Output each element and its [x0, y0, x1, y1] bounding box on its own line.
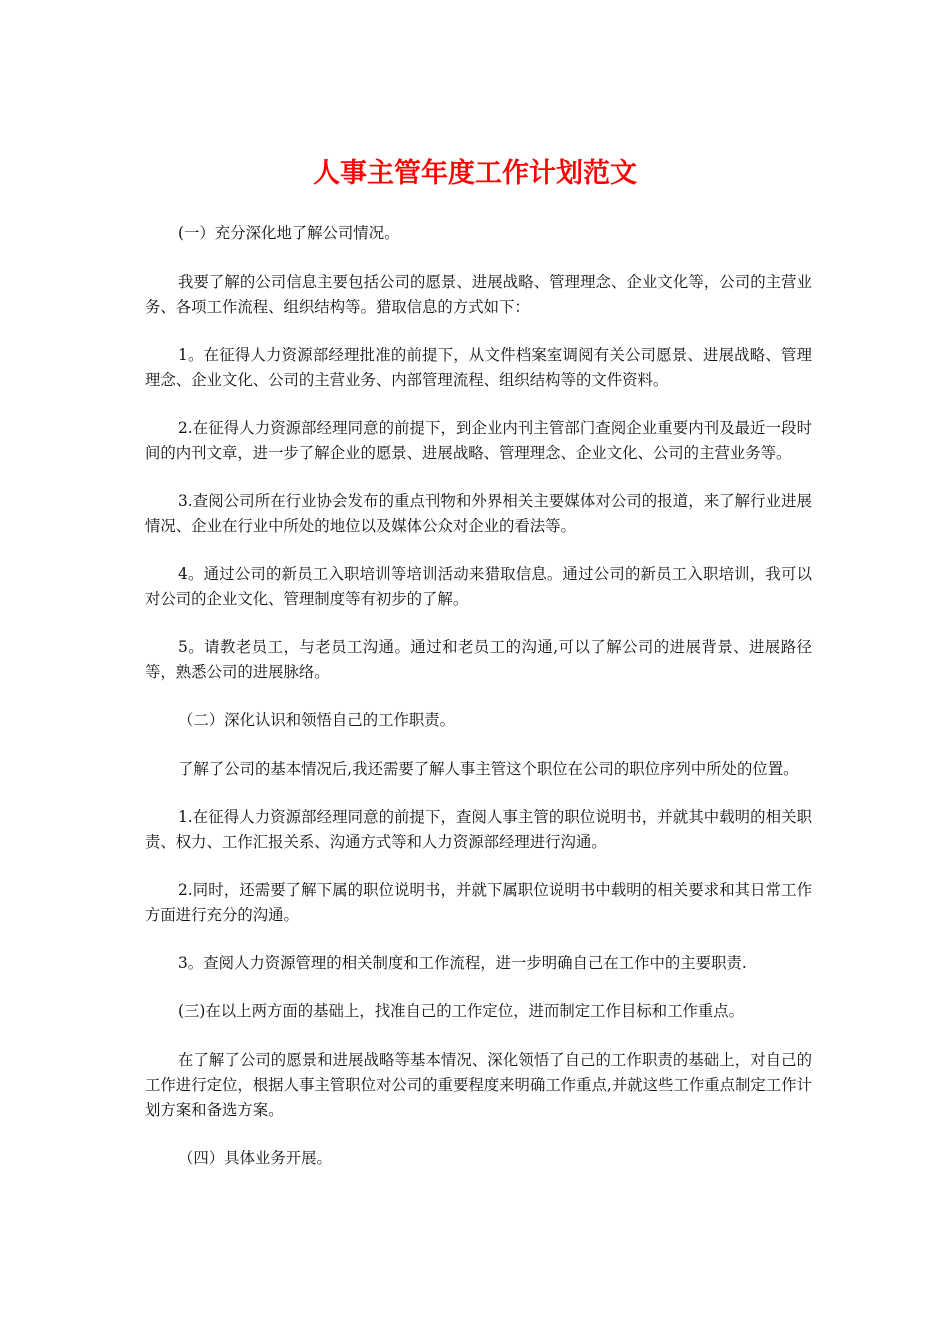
- list-item-2: 2.在征得人力资源部经理同意的前提下，到企业内刊主管部门查阅企业重要内刊及最近一段时间的内刊文章，进一步了解企业的愿景、进展战略、管理理念、企业文化、公司的主营业务等。: [145, 419, 812, 462]
- section-heading-1: (一）充分深化地了解公司情况。: [178, 224, 400, 242]
- paragraph: 我要了解的公司信息主要包括公司的愿景、进展战略、管理理念、企业文化等，公司的主营业务、各项工作流程、组织结构等。猎取信息的方式如下：: [145, 273, 812, 316]
- section-heading-3: (三)在以上两方面的基础上，找准自己的工作定位，进而制定工作目标和工作重点。: [178, 1002, 745, 1020]
- section-heading-4: （四）具体业务开展。: [178, 1149, 332, 1167]
- list-item-2: 2.同时，还需要了解下属的职位说明书，并就下属职位说明书中载明的相关要求和其日常工作方面进行充分的沟通。: [145, 881, 812, 924]
- section-heading-2: （二）深化认识和领悟自己的工作职责。: [178, 711, 456, 729]
- paragraph: 了解了公司的基本情况后,我还需要了解人事主管这个职位在公司的职位序列中所处的位置。: [178, 760, 799, 778]
- list-item-3: 3.查阅公司所在行业协会发布的重点刊物和外界相关主要媒体对公司的报道，来了解行业进展情况、企业在行业中所处的地位以及媒体公众对企业的看法等。: [145, 492, 812, 535]
- document-body: [145, 221, 812, 1195]
- document-title: 人事主管年度工作计划范文: [313, 158, 637, 189]
- paragraph: 在了解了公司的愿景和进展战略等基本情况、深化领悟了自己的工作职责的基础上，对自己的工作进行定位，根据人事主管职位对公司的重要程度来明确工作重点,并就这些工作重点制定工作计划方案和备选方案。: [145, 1051, 812, 1119]
- list-item-1: 1.在征得人力资源部经理同意的前提下，查阅人事主管的职位说明书，并就其中载明的相关职责、权力、工作汇报关系、沟通方式等和人力资源部经理进行沟通。: [145, 808, 812, 851]
- list-item-5: 5。请教老员工，与老员工沟通。通过和老员工的沟通,可以了解公司的进展背景、进展路径等，熟悉公司的进展脉络。: [145, 638, 812, 681]
- list-item-4: 4。通过公司的新员工入职培训等培训活动来猎取信息。通过公司的新员工入职培训，我可以对公司的企业文化、管理制度等有初步的了解。: [145, 565, 812, 608]
- list-item-1: 1。在征得人力资源部经理批准的前提下，从文件档案室调阅有关公司愿景、进展战略、管理理念、企业文化、公司的主营业务、内部管理流程、组织结构等的文件资料。: [145, 346, 812, 389]
- list-item-3: 3。查阅人力资源管理的相关制度和工作流程，进一步明确自己在工作中的主要职责.: [178, 954, 747, 972]
